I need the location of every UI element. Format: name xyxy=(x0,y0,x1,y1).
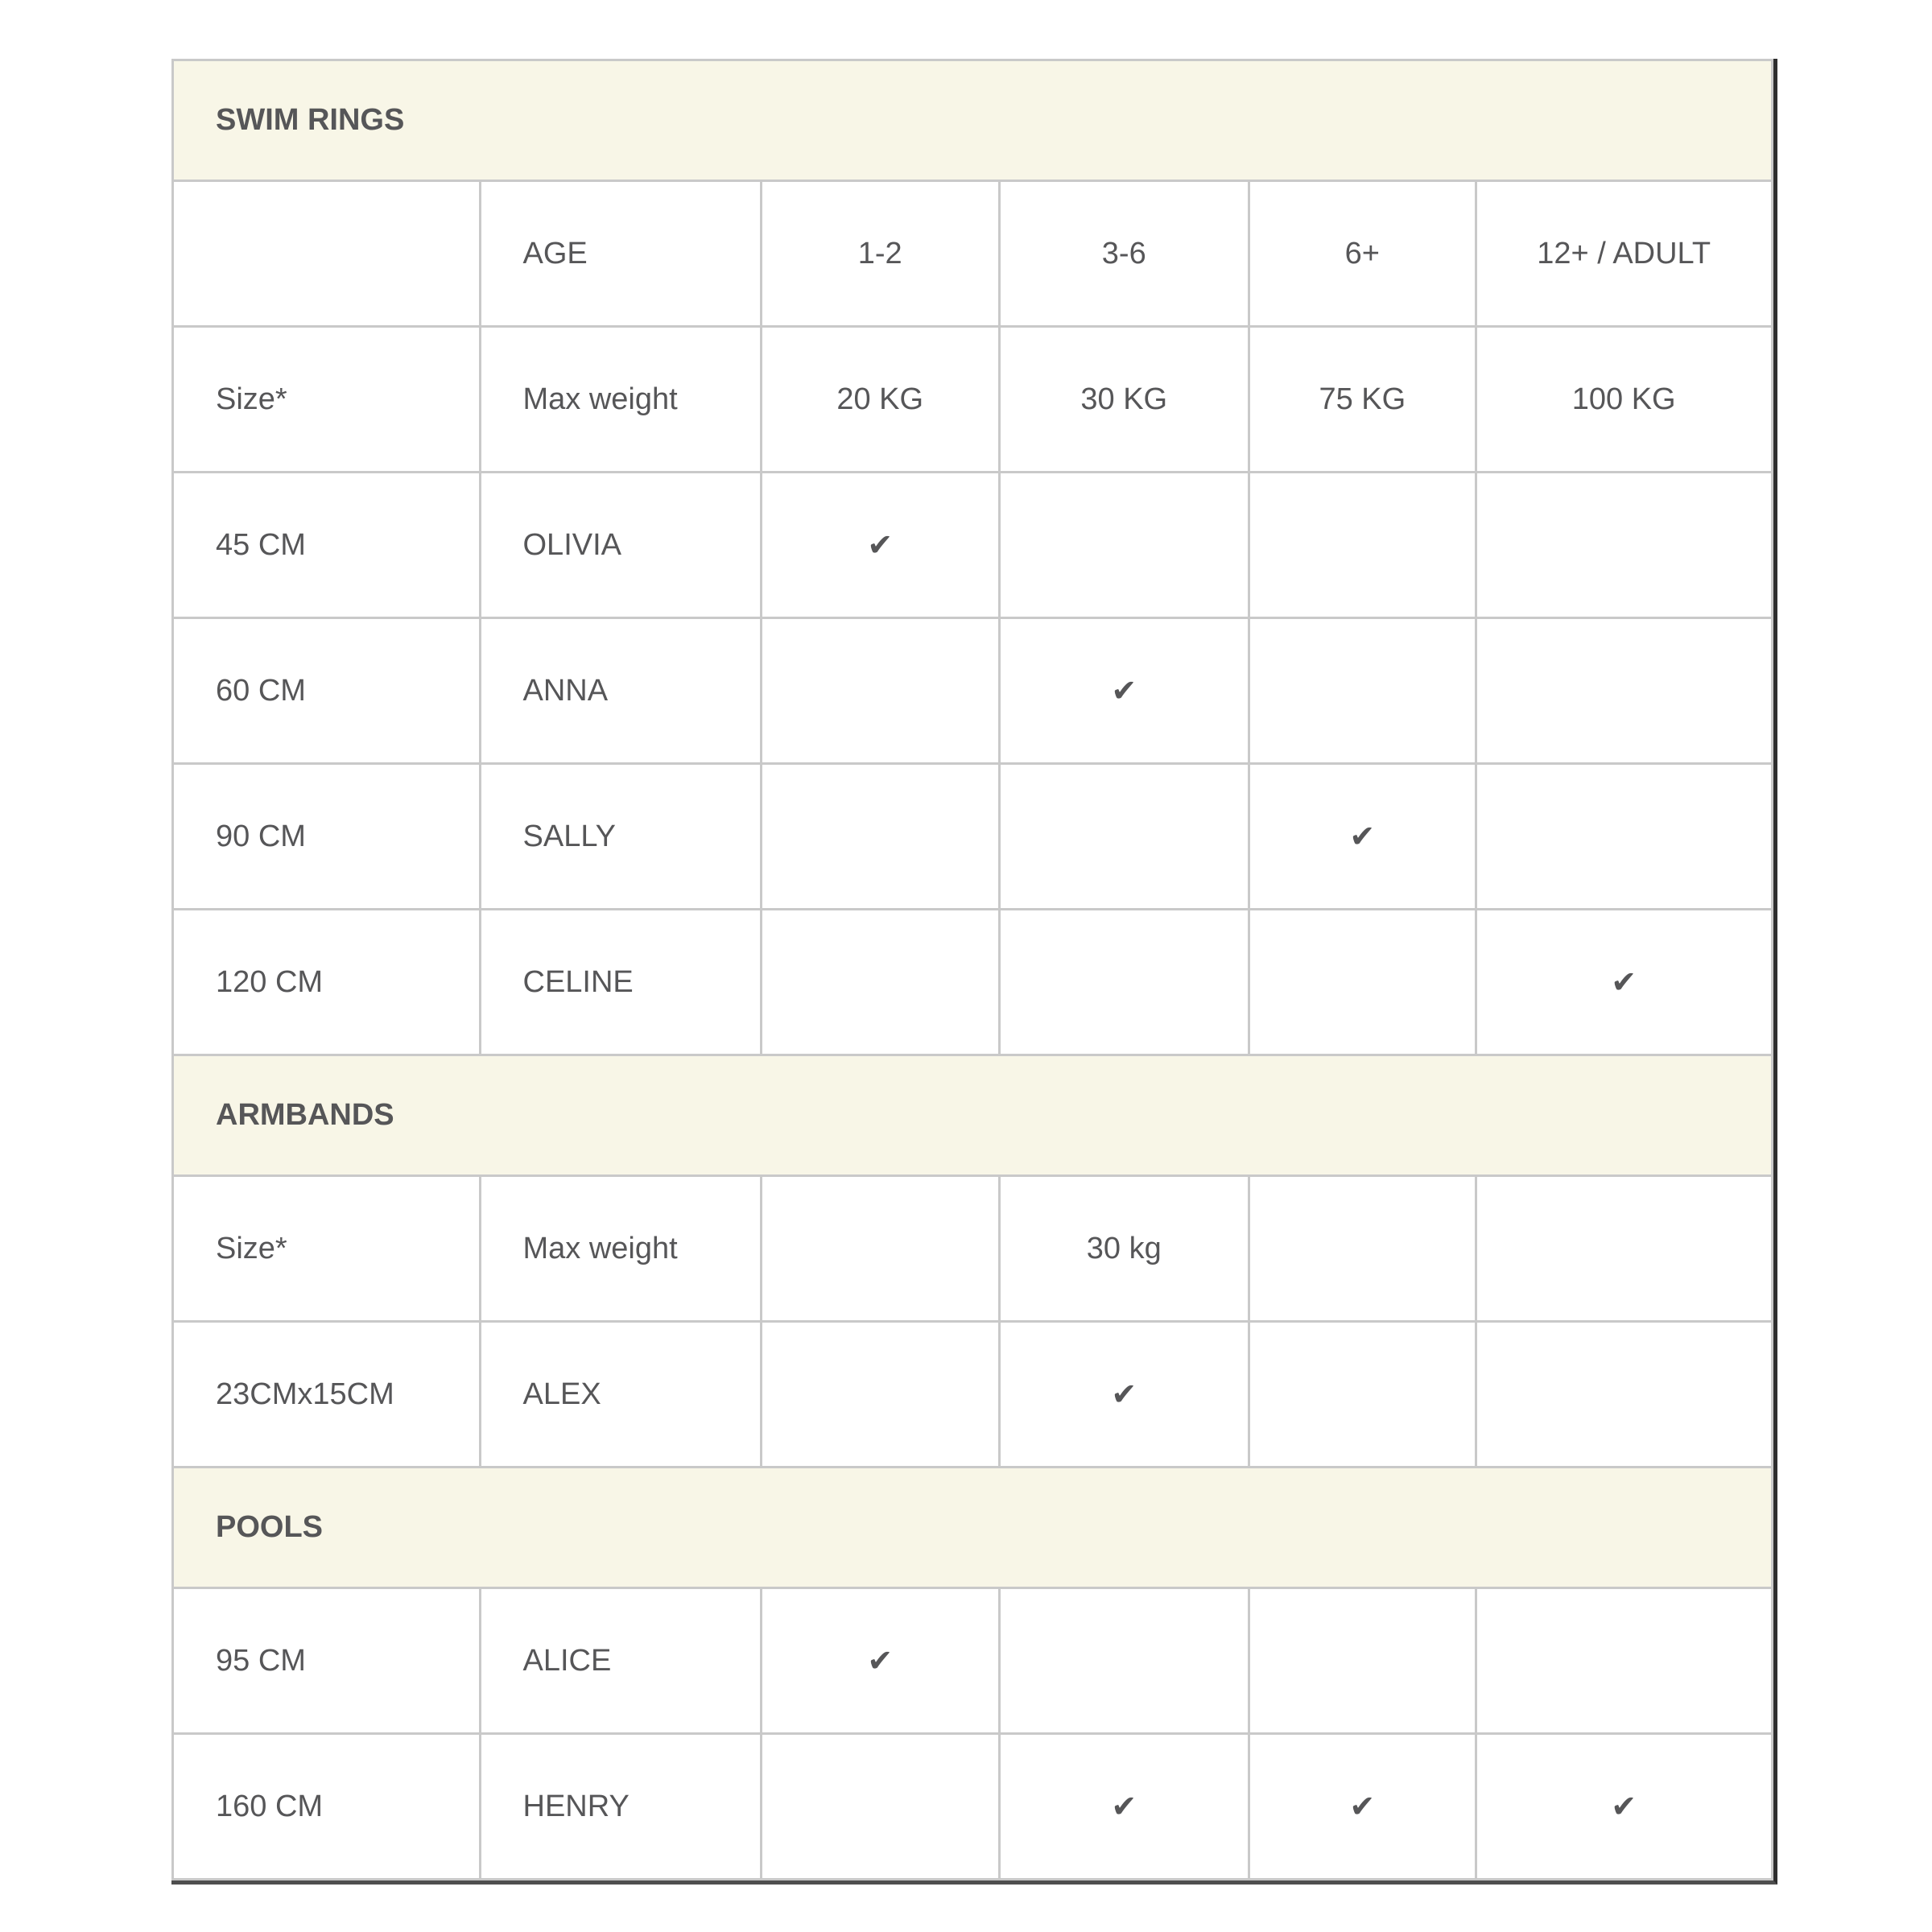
check-mark-icon: ✔ xyxy=(1476,910,1773,1055)
check-mark-icon: ✔ xyxy=(762,1588,1000,1734)
size-guide-table xyxy=(171,59,1773,1880)
table-cell: Max weight xyxy=(480,327,762,473)
empty-cell xyxy=(1000,1588,1249,1734)
empty-cell xyxy=(1249,1588,1476,1734)
table-cell: CELINE xyxy=(480,910,762,1055)
table-cell: 95 CM xyxy=(173,1588,481,1734)
empty-cell xyxy=(1249,473,1476,618)
table-cell: ANNA xyxy=(480,618,762,764)
section-header-row xyxy=(173,60,1773,181)
empty-cell xyxy=(1000,910,1249,1055)
empty-cell xyxy=(762,618,1000,764)
table-cell: 3-6 xyxy=(1000,181,1249,327)
empty-cell xyxy=(1476,1176,1773,1322)
check-mark-icon: ✔ xyxy=(1000,1734,1249,1880)
table-cell: 160 CM xyxy=(173,1734,481,1880)
table-cell: 75 KG xyxy=(1249,327,1476,473)
section-title: ARMBANDS xyxy=(173,1055,1773,1176)
table-row xyxy=(173,618,1773,764)
empty-cell xyxy=(1249,1322,1476,1468)
empty-cell xyxy=(1476,1322,1773,1468)
table-cell: 30 kg xyxy=(1000,1176,1249,1322)
table-cell: 100 KG xyxy=(1476,327,1773,473)
empty-cell xyxy=(762,764,1000,910)
check-mark-icon: ✔ xyxy=(1249,764,1476,910)
empty-cell xyxy=(762,1176,1000,1322)
empty-cell xyxy=(1249,910,1476,1055)
table-cell: AGE xyxy=(480,181,762,327)
table-cell: 1-2 xyxy=(762,181,1000,327)
table-cell: 20 KG xyxy=(762,327,1000,473)
empty-cell xyxy=(1249,618,1476,764)
table-row xyxy=(173,473,1773,618)
table-row xyxy=(173,1176,1773,1322)
section-header-row xyxy=(173,1055,1773,1176)
check-mark-icon: ✔ xyxy=(1000,1322,1249,1468)
table-cell: 60 CM xyxy=(173,618,481,764)
table-cell: 23CMx15CM xyxy=(173,1322,481,1468)
table-cell: OLIVIA xyxy=(480,473,762,618)
section-title: POOLS xyxy=(173,1468,1773,1588)
section-header-row xyxy=(173,1468,1773,1588)
check-mark-icon: ✔ xyxy=(1000,618,1249,764)
empty-cell xyxy=(762,910,1000,1055)
table-cell: HENRY xyxy=(480,1734,762,1880)
empty-cell xyxy=(1476,618,1773,764)
table-row xyxy=(173,181,1773,327)
table-row xyxy=(173,910,1773,1055)
empty-cell xyxy=(762,1322,1000,1468)
table-cell: 45 CM xyxy=(173,473,481,618)
check-mark-icon: ✔ xyxy=(762,473,1000,618)
table-cell: 120 CM xyxy=(173,910,481,1055)
table-cell: ALEX xyxy=(480,1322,762,1468)
empty-cell xyxy=(1476,1588,1773,1734)
empty-cell xyxy=(1476,473,1773,618)
empty-cell xyxy=(762,1734,1000,1880)
empty-cell xyxy=(1476,764,1773,910)
table-cell: ALICE xyxy=(480,1588,762,1734)
size-guide-table-frame xyxy=(171,59,1777,1885)
table-cell: Size* xyxy=(173,1176,481,1322)
table-cell: 30 KG xyxy=(1000,327,1249,473)
size-table-body xyxy=(173,60,1773,1880)
check-mark-icon: ✔ xyxy=(1476,1734,1773,1880)
table-cell: 6+ xyxy=(1249,181,1476,327)
section-title: SWIM RINGS xyxy=(173,60,1773,181)
empty-cell xyxy=(1000,473,1249,618)
table-cell: 90 CM xyxy=(173,764,481,910)
empty-cell xyxy=(1249,1176,1476,1322)
empty-cell xyxy=(1000,764,1249,910)
table-row xyxy=(173,764,1773,910)
table-row xyxy=(173,1734,1773,1880)
table-row xyxy=(173,1322,1773,1468)
empty-cell xyxy=(173,181,481,327)
table-cell: Size* xyxy=(173,327,481,473)
table-row xyxy=(173,1588,1773,1734)
table-cell: 12+ / ADULT xyxy=(1476,181,1773,327)
table-cell: SALLY xyxy=(480,764,762,910)
table-cell: Max weight xyxy=(480,1176,762,1322)
check-mark-icon: ✔ xyxy=(1249,1734,1476,1880)
table-row xyxy=(173,327,1773,473)
